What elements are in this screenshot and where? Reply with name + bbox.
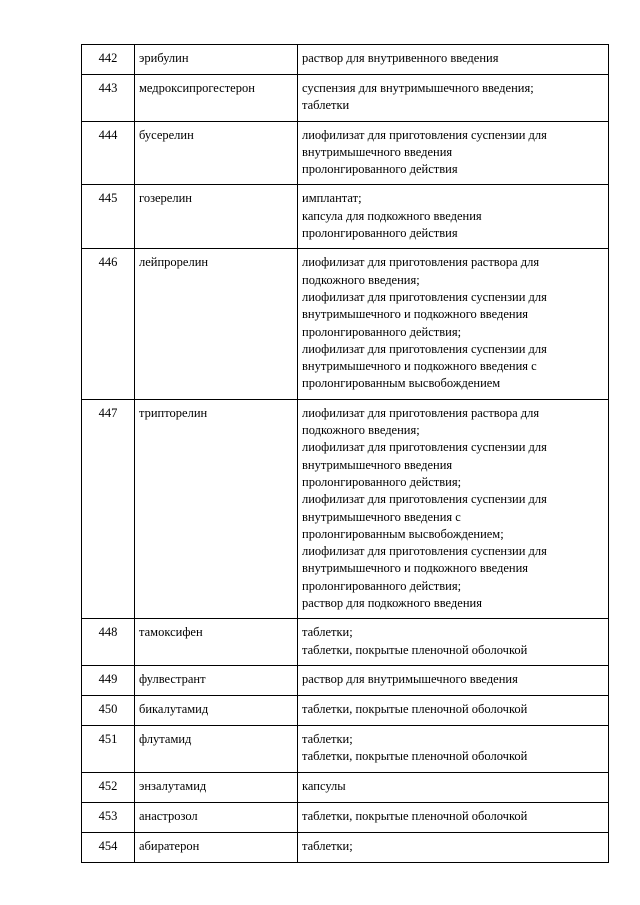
dosage-form-line: пролонгированного действия; bbox=[302, 578, 462, 593]
dosage-form-line: раствор для подкожного введения bbox=[302, 596, 482, 611]
table-row bbox=[82, 45, 609, 75]
dosage-form-list bbox=[302, 833, 608, 861]
table-row bbox=[82, 665, 609, 695]
drug-name: фулвестрант bbox=[139, 671, 206, 686]
table-row bbox=[82, 619, 609, 666]
drug-name: тамоксифен bbox=[139, 625, 203, 640]
dosage-form-cell bbox=[298, 619, 609, 666]
drug-name-cell bbox=[135, 695, 298, 725]
row-number-cell bbox=[82, 399, 135, 619]
dosage-form-list bbox=[302, 185, 608, 248]
dosage-form-cell bbox=[298, 832, 609, 862]
drug-name-cell bbox=[135, 832, 298, 862]
dosage-form-line: лиофилизат для приготовления суспензии для bbox=[302, 440, 547, 455]
dosage-form-line: капсула для подкожного введения bbox=[302, 208, 482, 223]
dosage-form-line: лиофилизат для приготовления суспензии для bbox=[302, 492, 547, 507]
dosage-form-line: таблетки bbox=[302, 98, 350, 113]
row-number-cell bbox=[82, 75, 135, 122]
table-row bbox=[82, 185, 609, 249]
dosage-form-line: раствор для внутримышечного введения bbox=[302, 671, 518, 686]
drug-name: эрибулин bbox=[139, 51, 189, 65]
row-number-cell bbox=[82, 772, 135, 802]
dosage-form-line: пролонгированного действия; bbox=[302, 324, 462, 339]
drug-name-cell bbox=[135, 185, 298, 249]
dosage-form-line: таблетки, покрытые пленочной оболочкой bbox=[302, 749, 528, 764]
dosage-form-list bbox=[302, 666, 608, 694]
drug-name: гозерелин bbox=[139, 191, 192, 206]
table-row bbox=[82, 772, 609, 802]
dosage-form-list bbox=[302, 803, 608, 831]
dosage-form-line: лиофилизат для приготовления суспензии для bbox=[302, 544, 547, 559]
dosage-form-line: подкожного введения; bbox=[302, 272, 420, 287]
dosage-form-list bbox=[302, 726, 608, 772]
drug-name: бусерелин bbox=[139, 127, 194, 142]
drug-name-cell bbox=[135, 619, 298, 666]
dosage-form-line: таблетки, покрытые пленочной оболочкой bbox=[302, 642, 528, 657]
dosage-form-line: пролонгированного действия bbox=[302, 162, 458, 177]
drug-name-cell bbox=[135, 772, 298, 802]
dosage-form-cell bbox=[298, 725, 609, 772]
drug-name-cell bbox=[135, 802, 298, 832]
dosage-form-line: суспензия для внутримышечного введения; bbox=[302, 81, 534, 95]
dosage-form-cell bbox=[298, 45, 609, 75]
dosage-form-list bbox=[302, 619, 608, 665]
drug-name-cell bbox=[135, 399, 298, 619]
dosage-form-cell bbox=[298, 772, 609, 802]
table-row bbox=[82, 399, 609, 619]
dosage-form-line: таблетки; bbox=[302, 625, 353, 640]
dosage-form-line: таблетки; bbox=[302, 838, 353, 853]
dosage-form-line: лиофилизат для приготовления суспензии для bbox=[302, 127, 547, 142]
drug-name: бикалутамид bbox=[139, 701, 209, 716]
drug-name: энзалутамид bbox=[139, 778, 207, 793]
row-number: 448 bbox=[98, 625, 118, 640]
dosage-form-line: пролонгированного действия; bbox=[302, 474, 462, 489]
dosage-form-list bbox=[302, 75, 608, 121]
row-number-cell bbox=[82, 121, 135, 185]
drug-name-cell bbox=[135, 75, 298, 122]
drug-name-cell bbox=[135, 45, 298, 75]
row-number: 453 bbox=[98, 808, 118, 823]
dosage-form-line: пролонгированным высвобождением bbox=[302, 376, 501, 391]
row-number: 445 bbox=[98, 191, 118, 206]
dosage-form-line: таблетки, покрытые пленочной оболочкой bbox=[302, 701, 528, 716]
table-row bbox=[82, 832, 609, 862]
row-number-cell bbox=[82, 185, 135, 249]
row-number: 451 bbox=[98, 731, 118, 746]
dosage-form-cell bbox=[298, 249, 609, 399]
dosage-form-list bbox=[302, 696, 608, 724]
dosage-form-line: лиофилизат для приготовления раствора для bbox=[302, 255, 540, 270]
dosage-form-cell bbox=[298, 185, 609, 249]
row-number: 443 bbox=[98, 81, 118, 95]
dosage-form-cell bbox=[298, 75, 609, 122]
row-number: 442 bbox=[98, 51, 118, 65]
dosage-form-cell bbox=[298, 399, 609, 619]
dosage-form-line: таблетки, покрытые пленочной оболочкой bbox=[302, 808, 528, 823]
dosage-form-line: лиофилизат для приготовления суспензии для bbox=[302, 341, 547, 356]
drug-name: трипторелин bbox=[139, 405, 208, 420]
row-number: 449 bbox=[98, 671, 118, 686]
drug-table bbox=[81, 44, 609, 863]
drug-name-cell bbox=[135, 725, 298, 772]
row-number-cell bbox=[82, 619, 135, 666]
dosage-form-line: лиофилизат для приготовления суспензии для bbox=[302, 289, 547, 304]
dosage-form-list bbox=[302, 773, 608, 801]
row-number-cell bbox=[82, 725, 135, 772]
drug-name: лейпрорелин bbox=[139, 255, 209, 270]
row-number-cell bbox=[82, 665, 135, 695]
row-number: 454 bbox=[98, 838, 118, 853]
dosage-form-list bbox=[302, 45, 608, 73]
table-row bbox=[82, 121, 609, 185]
dosage-form-line: внутримышечного и подкожного введения с bbox=[302, 359, 537, 374]
dosage-form-line: внутримышечного введения с bbox=[302, 509, 461, 524]
dosage-form-line: внутримышечного введения bbox=[302, 457, 453, 472]
dosage-form-line: подкожного введения; bbox=[302, 423, 420, 438]
table-row bbox=[82, 802, 609, 832]
drug-name: медроксипрогестерон bbox=[139, 81, 255, 95]
row-number-cell bbox=[82, 45, 135, 75]
row-number-cell bbox=[82, 802, 135, 832]
dosage-form-line: раствор для внутривенного введения bbox=[302, 51, 499, 65]
dosage-form-line: имплантат; bbox=[302, 191, 362, 206]
dosage-form-cell bbox=[298, 665, 609, 695]
dosage-form-cell bbox=[298, 802, 609, 832]
dosage-form-line: пролонгированным высвобождением; bbox=[302, 526, 504, 541]
dosage-form-cell bbox=[298, 695, 609, 725]
drug-name-cell bbox=[135, 121, 298, 185]
row-number: 446 bbox=[98, 255, 118, 270]
row-number: 452 bbox=[98, 778, 118, 793]
drug-table-body bbox=[82, 45, 609, 863]
table-row bbox=[82, 725, 609, 772]
row-number-cell bbox=[82, 832, 135, 862]
dosage-form-line: капсулы bbox=[302, 778, 346, 793]
row-number-cell bbox=[82, 695, 135, 725]
dosage-form-line: таблетки; bbox=[302, 731, 353, 746]
dosage-form-line: внутримышечного и подкожного введения bbox=[302, 307, 529, 322]
table-row bbox=[82, 75, 609, 122]
table-row bbox=[82, 695, 609, 725]
dosage-form-line: внутримышечного и подкожного введения bbox=[302, 561, 529, 576]
drug-name: флутамид bbox=[139, 731, 192, 746]
row-number: 447 bbox=[98, 405, 118, 420]
drug-name-cell bbox=[135, 249, 298, 399]
dosage-form-cell bbox=[298, 121, 609, 185]
table-row bbox=[82, 249, 609, 399]
row-number: 444 bbox=[98, 127, 118, 142]
row-number-cell bbox=[82, 249, 135, 399]
drug-name: абиратерон bbox=[139, 838, 200, 853]
dosage-form-line: лиофилизат для приготовления раствора для bbox=[302, 405, 540, 420]
dosage-form-line: пролонгированного действия bbox=[302, 226, 458, 241]
dosage-form-list bbox=[302, 122, 608, 185]
dosage-form-list bbox=[302, 249, 608, 398]
dosage-form-line: внутримышечного введения bbox=[302, 144, 453, 159]
drug-name-cell bbox=[135, 665, 298, 695]
drug-name: анастрозол bbox=[139, 808, 198, 823]
dosage-form-list bbox=[302, 400, 608, 619]
row-number: 450 bbox=[98, 701, 118, 716]
